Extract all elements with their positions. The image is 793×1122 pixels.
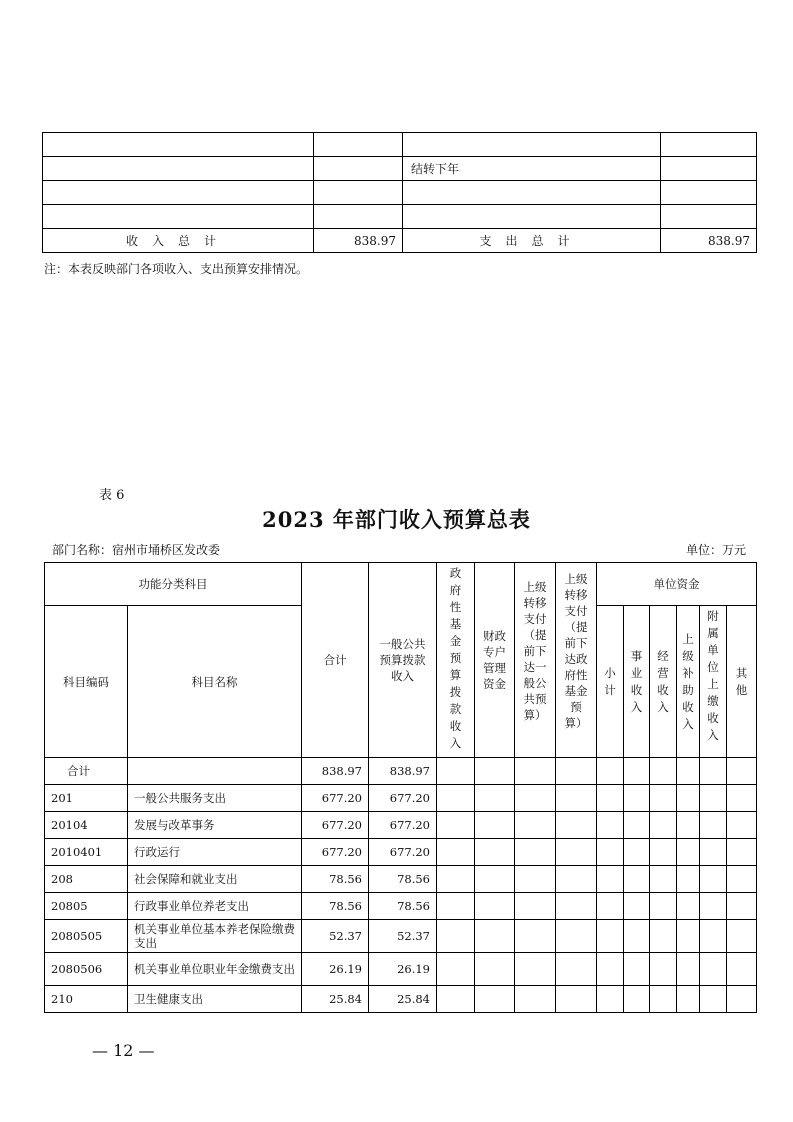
cell	[650, 986, 677, 1013]
header-subtotal-text: 小计	[604, 665, 616, 697]
cell	[597, 839, 624, 866]
row-code: 2080506	[45, 953, 128, 986]
cell	[700, 758, 727, 785]
row-name: 发展与改革事务	[128, 812, 302, 839]
cell: 结转下年	[403, 157, 661, 181]
cell	[700, 839, 727, 866]
cell	[475, 785, 515, 812]
row-total: 677.20	[302, 785, 369, 812]
cell	[556, 986, 597, 1013]
cell	[700, 893, 727, 920]
row-general: 78.56	[369, 893, 437, 920]
total-row	[45, 758, 757, 785]
cell	[556, 920, 597, 953]
cell	[700, 953, 727, 986]
unit-label: 单位：万元	[685, 543, 746, 557]
header-superior-general-text: 上级转移支付（提前下达一般公共预算）	[523, 580, 547, 722]
row-general: 26.19	[369, 953, 437, 986]
header-operating-income-text: 经营收入	[657, 648, 669, 714]
header-row-1	[45, 563, 757, 606]
cell	[515, 953, 556, 986]
header-business-income-text: 事业收入	[630, 648, 643, 714]
totals-row	[43, 229, 757, 253]
row-name: 卫生健康支出	[128, 986, 302, 1013]
cell	[624, 893, 650, 920]
header-business-income	[624, 606, 650, 758]
cell	[556, 785, 597, 812]
header-fiscal-special-text: 财政专户管理资金	[483, 629, 506, 691]
header-func-category: 功能分类科目	[45, 563, 302, 606]
cell	[727, 785, 757, 812]
cell	[437, 986, 475, 1013]
header-unit-funds: 单位资金	[597, 563, 757, 606]
header-affiliated-income-text: 附属单位上缴收入	[707, 609, 719, 742]
header-gov-fund	[437, 563, 475, 758]
total-expense-value: 838.97	[661, 229, 757, 253]
cell	[556, 953, 597, 986]
total-row-total: 838.97	[302, 758, 369, 785]
cell	[597, 758, 624, 785]
cell	[437, 839, 475, 866]
cell	[556, 866, 597, 893]
cell	[515, 920, 556, 953]
cell	[437, 953, 475, 986]
cell	[624, 953, 650, 986]
cell	[403, 133, 661, 157]
summary-table	[42, 132, 757, 253]
cell	[727, 758, 757, 785]
table-row	[45, 785, 757, 812]
table-row	[43, 157, 757, 181]
cell	[597, 893, 624, 920]
cell	[727, 920, 757, 953]
table-row	[45, 866, 757, 893]
cell	[515, 866, 556, 893]
row-general: 677.20	[369, 839, 437, 866]
cell	[475, 866, 515, 893]
row-general: 78.56	[369, 866, 437, 893]
cell	[677, 866, 700, 893]
header-affiliated-income	[700, 606, 727, 758]
row-name: 社会保障和就业支出	[128, 866, 302, 893]
department-name: 部门名称：宿州市埇桥区发改委	[52, 543, 221, 557]
header-code: 科目编码	[45, 606, 128, 758]
cell	[650, 812, 677, 839]
cell	[475, 839, 515, 866]
row-name: 机关事业单位职业年金缴费支出	[128, 953, 302, 986]
header-fiscal-special	[475, 563, 515, 758]
header-gov-fund-text: 政府性基金预算拨款收入	[449, 566, 462, 750]
page-number: — 12 —	[92, 1041, 155, 1060]
cell	[403, 181, 661, 205]
header-superior-fund-text: 上级转移支付（提前下达政府性基金预算）	[564, 572, 588, 730]
header-general-budget	[369, 563, 437, 758]
table-row	[45, 812, 757, 839]
cell	[624, 866, 650, 893]
header-general-budget-text: 一般公共预算拨款收入	[379, 637, 426, 683]
header-superior-fund	[556, 563, 597, 758]
cell	[556, 893, 597, 920]
cell	[677, 953, 700, 986]
table-row	[45, 986, 757, 1013]
cell	[515, 839, 556, 866]
cell	[556, 758, 597, 785]
cell	[700, 785, 727, 812]
cell	[43, 205, 314, 229]
row-name: 一般公共服务支出	[128, 785, 302, 812]
cell	[597, 953, 624, 986]
cell	[515, 893, 556, 920]
cell	[43, 157, 314, 181]
table-row	[45, 893, 757, 920]
cell	[624, 839, 650, 866]
table-row	[43, 205, 757, 229]
cell	[661, 181, 757, 205]
header-operating-income	[650, 606, 677, 758]
cell	[727, 812, 757, 839]
cell	[677, 758, 700, 785]
cell	[650, 785, 677, 812]
cell	[314, 181, 403, 205]
total-income-label: 收入总计	[43, 229, 314, 253]
table-row	[45, 920, 757, 953]
total-row-general: 838.97	[369, 758, 437, 785]
cell	[475, 893, 515, 920]
row-total: 78.56	[302, 866, 369, 893]
header-superior-subsidy-text: 上级补助收入	[682, 631, 694, 731]
cell	[677, 785, 700, 812]
cell	[661, 205, 757, 229]
row-general: 677.20	[369, 812, 437, 839]
header-subtotal	[597, 606, 624, 758]
row-code: 210	[45, 986, 128, 1013]
cell	[677, 893, 700, 920]
cell	[624, 785, 650, 812]
cell	[314, 157, 403, 181]
cell	[727, 986, 757, 1013]
cell	[624, 920, 650, 953]
cell	[700, 986, 727, 1013]
cell	[650, 839, 677, 866]
cell	[556, 839, 597, 866]
cell	[597, 986, 624, 1013]
row-total: 677.20	[302, 812, 369, 839]
row-name: 行政事业单位养老支出	[128, 893, 302, 920]
cell	[727, 893, 757, 920]
row-general: 52.37	[369, 920, 437, 953]
cell	[650, 953, 677, 986]
table-label: 表 6	[99, 488, 125, 503]
cell	[475, 812, 515, 839]
row-name: 机关事业单位基本养老保险缴费支出	[128, 920, 302, 953]
cell	[727, 839, 757, 866]
cell	[597, 866, 624, 893]
row-general: 25.84	[369, 986, 437, 1013]
cell	[650, 920, 677, 953]
row-total: 26.19	[302, 953, 369, 986]
table-row	[43, 181, 757, 205]
row-total: 52.37	[302, 920, 369, 953]
header-name: 科目名称	[128, 606, 302, 758]
cell	[43, 181, 314, 205]
cell	[314, 205, 403, 229]
total-income-value: 838.97	[314, 229, 403, 253]
cell	[475, 758, 515, 785]
cell	[677, 812, 700, 839]
cell	[597, 812, 624, 839]
row-total: 677.20	[302, 839, 369, 866]
cell	[437, 758, 475, 785]
cell	[475, 986, 515, 1013]
cell	[727, 866, 757, 893]
row-code: 20805	[45, 893, 128, 920]
cell	[437, 812, 475, 839]
cell	[515, 812, 556, 839]
header-superior-subsidy	[677, 606, 700, 758]
row-code: 2080505	[45, 920, 128, 953]
page-title: 2023 年部门收入预算总表	[262, 507, 531, 532]
cell	[128, 758, 302, 785]
header-total: 合计	[302, 563, 369, 758]
cell	[515, 785, 556, 812]
table-row	[43, 133, 757, 157]
cell	[677, 920, 700, 953]
cell	[677, 986, 700, 1013]
cell	[650, 866, 677, 893]
row-code: 201	[45, 785, 128, 812]
row-total: 78.56	[302, 893, 369, 920]
cell	[437, 893, 475, 920]
cell	[437, 920, 475, 953]
row-code: 20104	[45, 812, 128, 839]
cell	[700, 920, 727, 953]
table-row	[45, 953, 757, 986]
cell	[475, 953, 515, 986]
row-total: 25.84	[302, 986, 369, 1013]
total-row-label: 合计	[45, 758, 128, 785]
cell	[727, 953, 757, 986]
cell	[624, 812, 650, 839]
cell	[597, 920, 624, 953]
header-superior-general	[515, 563, 556, 758]
total-expense-label: 支出总计	[403, 229, 661, 253]
cell	[624, 758, 650, 785]
row-code: 2010401	[45, 839, 128, 866]
cell	[515, 758, 556, 785]
cell	[624, 986, 650, 1013]
cell	[661, 133, 757, 157]
cell	[437, 866, 475, 893]
cell	[437, 785, 475, 812]
row-name: 行政运行	[128, 839, 302, 866]
table-note: 注：本表反映部门各项收入、支出预算安排情况。	[44, 262, 309, 276]
cell	[650, 758, 677, 785]
cell	[314, 133, 403, 157]
header-other-text: 其他	[735, 665, 748, 697]
cell	[475, 920, 515, 953]
cell	[650, 893, 677, 920]
table-body	[45, 785, 757, 1013]
cell	[556, 812, 597, 839]
table-row	[45, 839, 757, 866]
cell	[403, 205, 661, 229]
cell	[700, 812, 727, 839]
income-budget-table	[44, 562, 757, 1013]
cell	[43, 133, 314, 157]
cell	[661, 157, 757, 181]
row-code: 208	[45, 866, 128, 893]
cell	[700, 866, 727, 893]
cell	[515, 986, 556, 1013]
cell	[677, 839, 700, 866]
cell	[597, 785, 624, 812]
row-general: 677.20	[369, 785, 437, 812]
header-other	[727, 606, 757, 758]
